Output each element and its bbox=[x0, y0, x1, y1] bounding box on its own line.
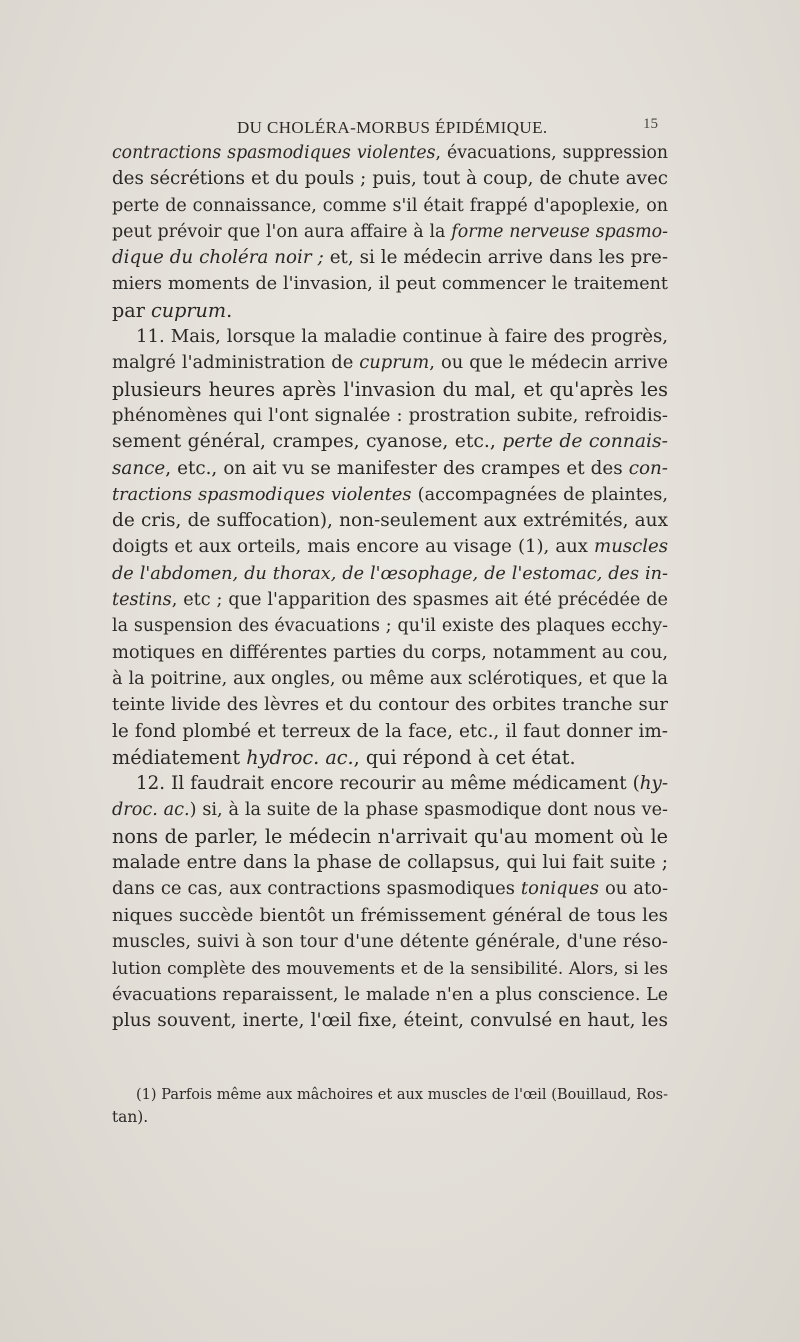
running-head bbox=[112, 113, 672, 139]
italic-text: perte de connais- bbox=[502, 431, 668, 453]
text-line: le fond plombé et terreux de la face, etc., il faut donner im- bbox=[112, 720, 668, 742]
text-line bbox=[112, 219, 668, 245]
text-span: sement général, crampes, cyanose, etc., bbox=[112, 431, 503, 453]
text-span: , évacuations, suppression bbox=[435, 143, 668, 163]
italic-text: toniques bbox=[520, 878, 599, 900]
text-line: lution complète des mouvements et de la sensibilité. Alors, si les bbox=[112, 958, 668, 979]
text-line: nons de parler, le médecin n'arrivait qu'au moment où le bbox=[112, 824, 668, 848]
text-line bbox=[112, 140, 668, 166]
paragraph-11-start: 11. Mais, lorsque la maladie continue à faire des progrès, bbox=[136, 326, 668, 348]
text-line: plusieurs heures après l'invasion du mal, et qu'après les bbox=[112, 377, 668, 401]
text-span: ) si, à la suite de la phase spasmodique dont nous ve- bbox=[189, 800, 668, 821]
italic-text: cuprum bbox=[359, 352, 430, 374]
text-line: de cris, de suffocation), non-seulement aux extrémités, aux bbox=[112, 510, 668, 532]
text-span: médiatement bbox=[112, 745, 247, 769]
running-title: DU CHOLÉRA-MORBUS ÉPIDÉMIQUE. bbox=[237, 118, 548, 137]
italic-text: muscles bbox=[594, 536, 668, 558]
text-span: dans ce cas, aux contractions spasmodiques bbox=[112, 878, 521, 900]
text-span: , ou que le médecin arrive bbox=[429, 352, 668, 374]
text-line bbox=[112, 561, 668, 587]
text-line bbox=[112, 587, 668, 613]
italic-text: hydroc. ac. bbox=[246, 745, 354, 769]
text-line bbox=[112, 482, 668, 508]
italic-text: dique du choléra noir ; bbox=[112, 247, 324, 269]
text-line: la suspension des évacuations ; qu'il existe des plaques ecchy- bbox=[112, 616, 668, 637]
text-line: teinte livide des lèvres et du contour des orbites tranche sur bbox=[112, 694, 668, 716]
text-line bbox=[112, 876, 668, 902]
text-span: ou ato- bbox=[598, 878, 668, 900]
text-span: . bbox=[226, 298, 233, 322]
text-span: , etc ; que l'apparition des spasmes ait été précédée de bbox=[171, 590, 668, 611]
text-line: miers moments de l'invasion, il peut commencer le traitement bbox=[112, 274, 668, 295]
italic-text: con- bbox=[628, 457, 668, 479]
text-line: motiques en différentes parties du corps, notamment au cou, bbox=[112, 641, 668, 663]
text-line: malade entre dans la phase de collapsus, qui lui fait suite ; bbox=[112, 852, 668, 874]
text-line: muscles, suivi à son tour d'une détente générale, d'une réso- bbox=[112, 930, 668, 952]
text-line bbox=[112, 745, 668, 771]
italic-text: de l'abdomen, du thorax, de l'œsophage, de l'estomac, des in- bbox=[112, 563, 668, 584]
text-span: (accompagnées de plaintes, bbox=[411, 484, 668, 505]
text-line: évacuations reparaissent, le malade n'en a plus conscience. Le bbox=[112, 984, 668, 1005]
text-line bbox=[112, 534, 668, 560]
text-span: doigts et aux orteils, mais encore au visage (1), aux bbox=[112, 536, 595, 558]
text-line: niques succède bientôt un frémissement général de tous les bbox=[112, 904, 668, 926]
text-span: par bbox=[112, 298, 151, 322]
italic-text: sance bbox=[112, 457, 166, 479]
italic-text: contractions spasmodiques violentes bbox=[112, 143, 436, 163]
italic-text: forme nerveuse spasmo- bbox=[451, 221, 668, 242]
footnote-line: (1) Parfois même aux mâchoires et aux muscles de l'œil (Bouillaud, Ros- bbox=[136, 1087, 668, 1103]
text-span: 12. Il faudrait encore recourir au même médicament ( bbox=[136, 773, 640, 795]
text-line bbox=[112, 429, 668, 455]
text-span: malgré l'administration de bbox=[112, 352, 360, 374]
text-span: , qui répond à cet état. bbox=[353, 745, 576, 769]
text-line: des sécrétions et du pouls ; puis, tout à coup, de chute avec bbox=[112, 168, 668, 190]
italic-text: tractions spasmodiques violentes bbox=[112, 484, 412, 505]
footnote-line: tan). bbox=[112, 1107, 149, 1126]
text-line bbox=[112, 245, 668, 271]
text-line: plus souvent, inerte, l'œil fixe, éteint, convulsé en haut, les bbox=[112, 1009, 668, 1031]
text-line: phénomènes qui l'ont signalée : prostration subite, refroidis- bbox=[112, 404, 668, 426]
text-line bbox=[112, 797, 668, 823]
text-span: et, si le médecin arrive dans les pre- bbox=[323, 247, 668, 269]
text-span: peut prévoir que l'on aura affaire à la bbox=[112, 221, 452, 242]
page-number: 15 bbox=[643, 116, 658, 132]
body-text bbox=[112, 140, 668, 1034]
text-line bbox=[112, 350, 668, 376]
text-line bbox=[112, 298, 668, 324]
italic-text: testins bbox=[112, 590, 172, 611]
text-span: , etc., on ait vu se manifester des crampes et des bbox=[165, 457, 629, 479]
text-line: à la poitrine, aux ongles, ou même aux sclérotiques, et que la bbox=[112, 668, 668, 689]
text-line bbox=[112, 456, 668, 482]
footnote bbox=[112, 1085, 668, 1128]
paragraph-12-start bbox=[112, 771, 668, 797]
text-line: perte de connaissance, comme s'il était frappé d'apoplexie, on bbox=[112, 195, 668, 216]
italic-text: hy- bbox=[639, 773, 668, 795]
italic-text: cuprum bbox=[151, 298, 227, 322]
italic-text: droc. ac. bbox=[112, 800, 190, 821]
